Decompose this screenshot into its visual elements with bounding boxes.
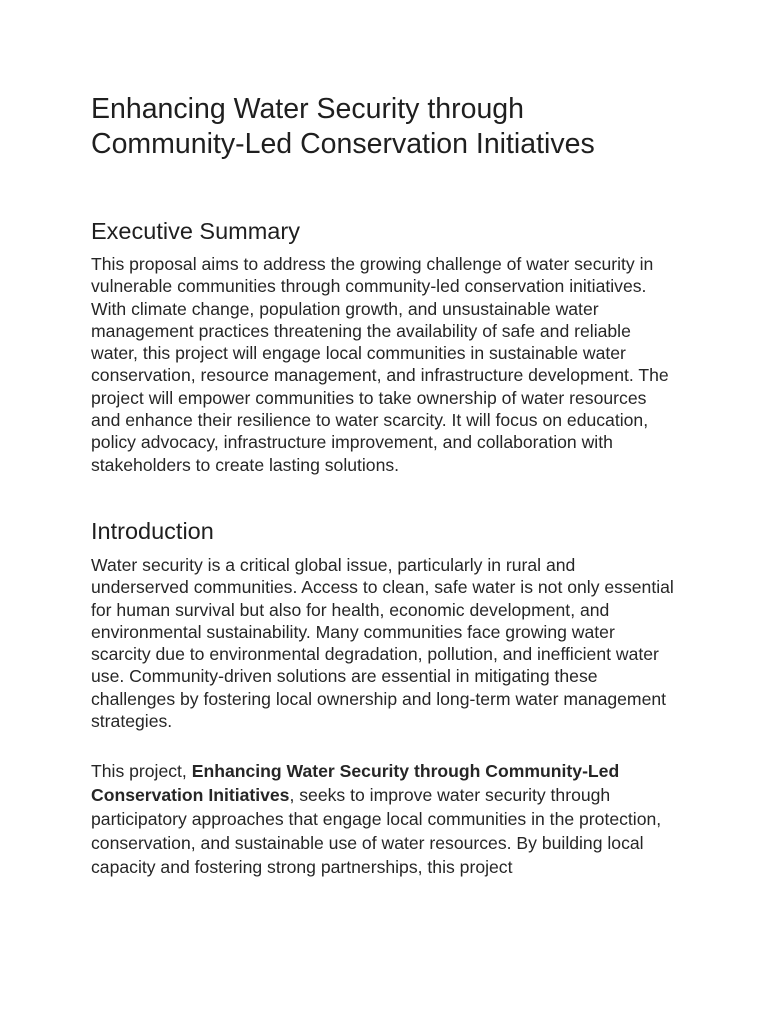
- section-heading-introduction: Introduction: [91, 517, 214, 544]
- section-heading-executive-summary: Executive Summary: [91, 218, 300, 244]
- introduction-paragraph: Water security is a critical global issue, particularly in rural and underserved communities. Access to clean, safe water is not only essential for human survival but also for health, economic development, and environmental sustainability. Many communities face growing water scarcity due to environmental degradation, pollution, and inefficient water use. Community-driven solutions are essential in mitigating these challenges by fostering local ownership and long-term water management strategies.: [91, 554, 674, 732]
- project-description-paragraph: [91, 760, 676, 879]
- document-title: Enhancing Water Security through Community-Led Conservation Initiatives: [91, 93, 595, 160]
- project-name-bold: Enhancing Water Security through Community-Led Conservation Initiatives: [91, 761, 620, 806]
- executive-summary-paragraph: This proposal aims to address the growing challenge of water security in vulnerable communities through community-led conservation initiatives. With climate change, population growth, and unsustainable water management practices threatening the availability of safe and reliable water, this project will engage local communities in sustainable water conservation, resource management, and infrastructure development. The project will empower communities to take ownership of water resources and enhance their resilience to water scarcity. It will focus on education, policy advocacy, infrastructure improvement, and collaboration with stakeholders to create lasting solutions.: [91, 254, 669, 475]
- project-paragraph-suffix: , seeks to improve water security through participatory approaches that engage local communities in the protection, conservation, and sustainable use of water resources. By building local capacity and fostering strong partnerships, this project: [91, 785, 662, 877]
- project-paragraph-prefix: This project,: [91, 761, 192, 782]
